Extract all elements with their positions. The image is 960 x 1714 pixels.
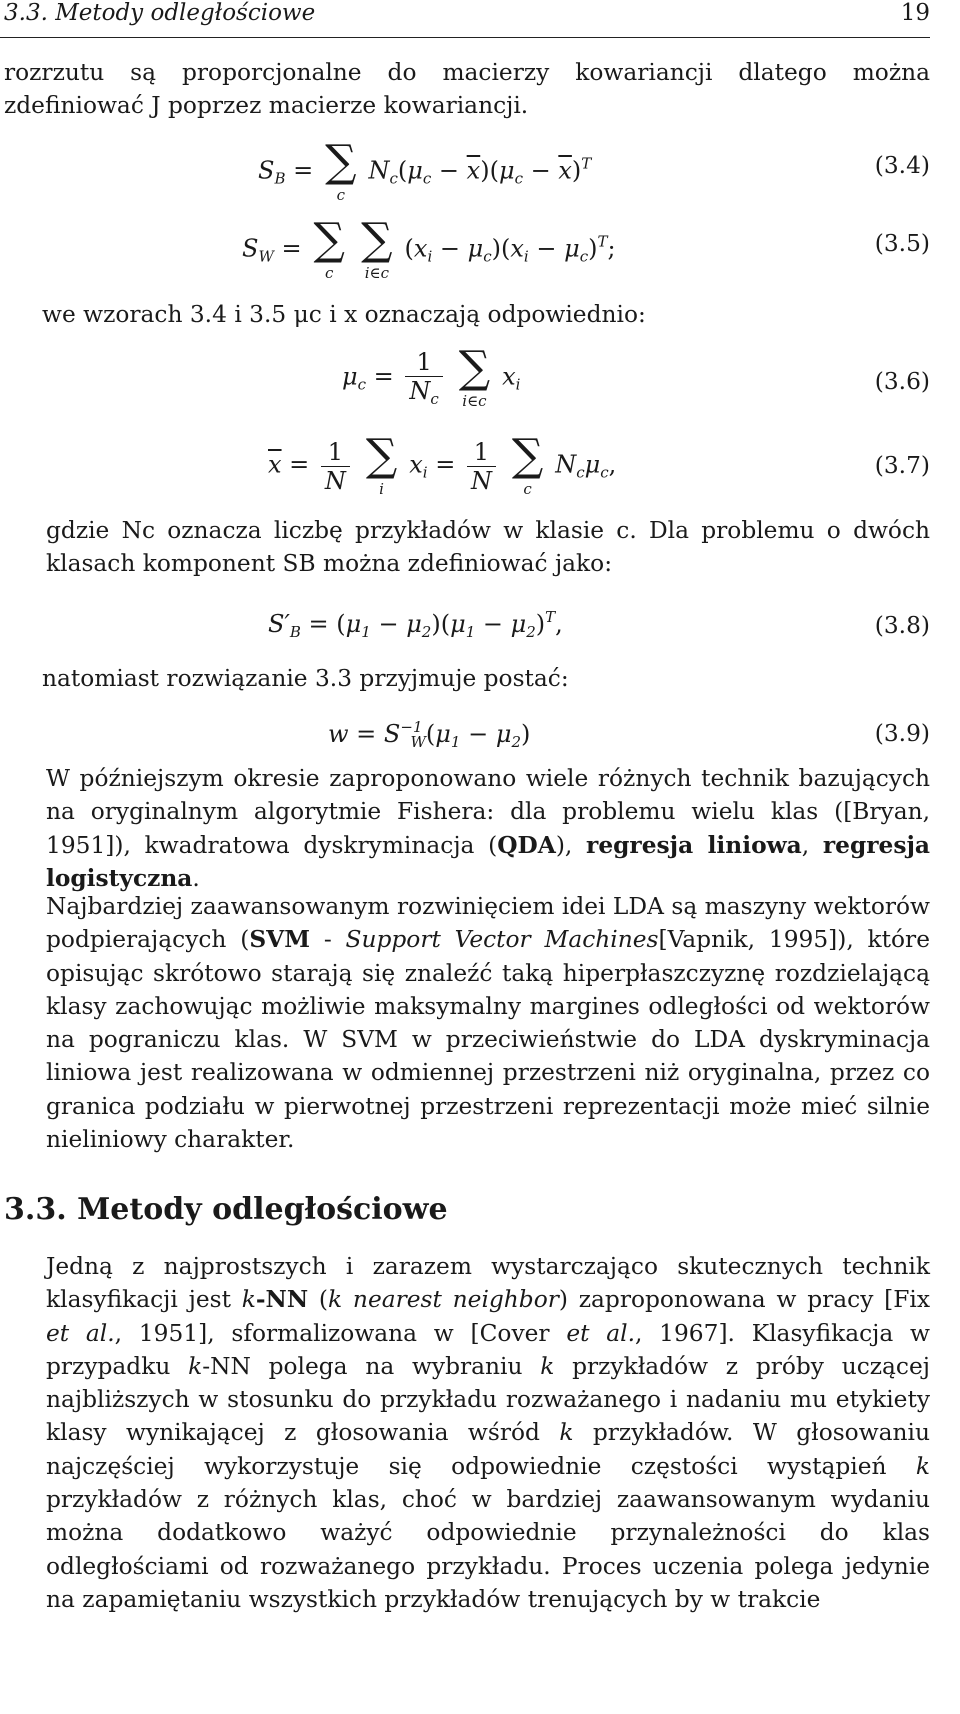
equation-3-7: $\overline{x}$ = $\frac{1}{N}$ ∑ i $x_i$ = $\frac{1}{N}$ ∑ c $N_c\mu_c$,	[268, 430, 617, 498]
equation-number-3-8: (3.8)	[874, 612, 930, 639]
equation-number-3-6: (3.6)	[874, 368, 930, 395]
paragraph-we-wzorach: we wzorach 3.4 i 3.5 μc i x oznaczają odpowiednio:	[42, 301, 646, 328]
section-heading: 3.3. Metody odległościowe	[4, 1192, 448, 1227]
page-number: 19	[900, 0, 930, 26]
paragraph-knn: Jedną z najprostszych i zarazem wystarczająco skutecznych technik klasyfikacji jest k-NN (k nearest neighbor) zaproponowana w pracy [Fix et al., 1951], sformalizowana w [Cover et al., 1967]. Klasyfikacja w przypadku k-NN polega na wybraniu k przykładów z próby uczącej najbliższych w stosunku do przykładu rozważanego i nadaniu mu etykiety klasy wynikającej z głosowania wśród k przykładów. W głosowaniu najczęściej wykorzystuje się odpowiednie częstości wystąpień k przykładów z różnych klas, choć w bardziej zaawansowanym wydaniu można dodatkowo ważyć odpowiednie przynależności do klas odległościami od rozważanego przykładu. Proces uczenia polega jedynie na zapamiętaniu wszystkich przykładów trenujących by w trakcie	[46, 1253, 931, 1613]
header-title: 3.3. Metody odległościowe	[4, 0, 316, 26]
paragraph-natomiast: natomiast rozwiązanie 3.3 przyjmuje postać:	[42, 665, 569, 692]
equation-number-3-7: (3.7)	[874, 452, 930, 479]
equation-number-3-5: (3.5)	[874, 230, 930, 257]
paragraph-intro: rozrzutu są proporcjonalne do macierzy kowariancji dlatego można zdefiniować J poprzez macierze kowariancji.	[4, 59, 930, 120]
equation-3-4: $S_B$ = ∑ c $N_c(\mu_c - \overline{x})(\mu_c - \overline{x})^T$	[258, 136, 592, 204]
equation-3-9: $w = S^{-1}_W(\mu_1 - \mu_2)$	[328, 718, 531, 751]
paragraph-fisher-extensions: W późniejszym okresie zaproponowano wiele różnych technik bazujących na oryginalnym algorytmie Fishera: dla problemu wielu klas ([Bryan, 1951]), kwadratowa dyskryminacja (QDA), regresja liniowa, regresja logistyczna.	[46, 765, 931, 892]
running-header	[0, 0, 930, 36]
equation-number-3-4: (3.4)	[874, 152, 930, 179]
equation-number-3-9: (3.9)	[874, 720, 930, 747]
paragraph-svm: Najbardziej zaawansowanym rozwinięciem idei LDA są maszyny wektorów podpierających (SVM - Support Vector Machines[Vapnik, 1995]), które opisując skrótowo starają się znaleźć taką hiperpłaszczyznę rozdzielającą klasy zachowując możliwie maksymalny margines odległości od wektorów na pograniczu klas. W SVM w przeciwieństwie do LDA dyskryminacja liniowa jest realizowana w odmiennej przestrzeni niż oryginalna, przez co granica podziału w pierwotnej przestrzeni reprezentacji może mieć silnie nieliniowy charakter.	[46, 893, 930, 1154]
equation-3-5: $S_W$ = ∑ c ∑ i∈c $(x_i - \mu_c)(x_i - \mu_c)^T$;	[242, 214, 616, 282]
header-rule	[0, 37, 930, 38]
equation-3-6: $\mu_c$ = $\frac{1}{N_c}$ ∑ i∈c $x_i$	[342, 342, 521, 410]
equation-3-8: $S'_B = (\mu_1 - \mu_2)(\mu_1 - \mu_2)^T$,	[268, 608, 563, 641]
paragraph-gdzie: gdzie Nc oznacza liczbę przykładów w klasie c. Dla problemu o dwóch klasach komponent SB można zdefiniować jako:	[46, 517, 930, 578]
